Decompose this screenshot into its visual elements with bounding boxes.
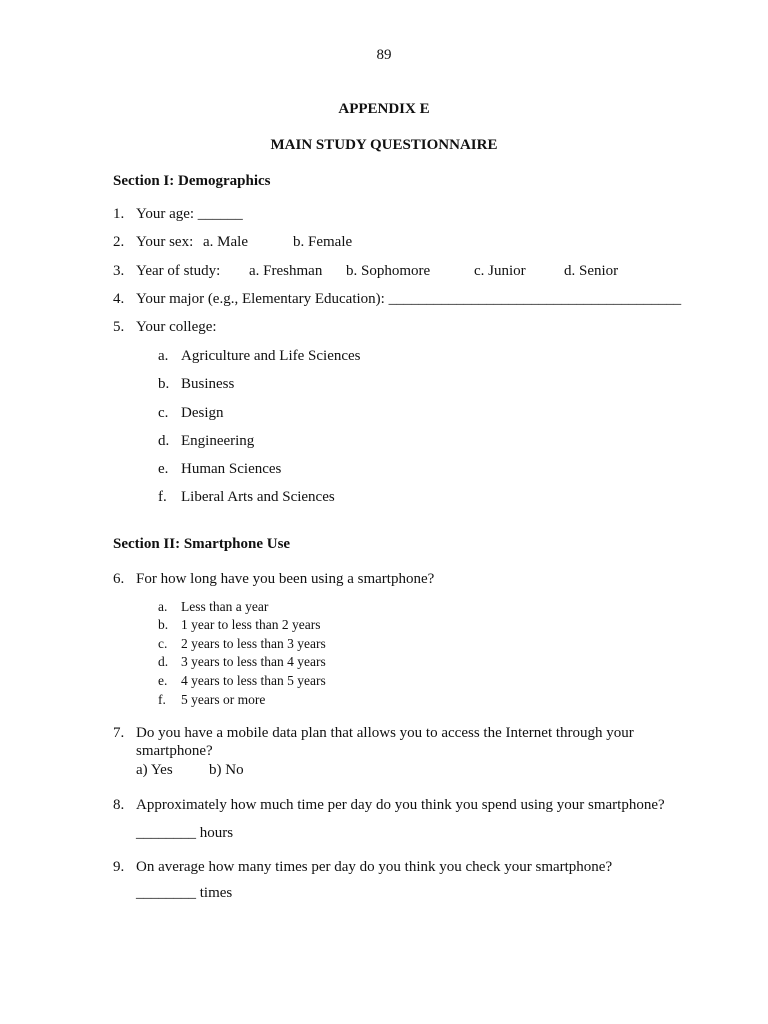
section2-heading: Section II: Smartphone Use	[113, 536, 291, 552]
option-letter: d.	[158, 654, 169, 669]
question-number: 3.	[113, 263, 125, 279]
option-letter: f.	[158, 489, 167, 505]
option-text: 4 years to less than 5 years	[181, 673, 326, 688]
option-letter: c.	[158, 405, 169, 421]
question-text: On average how many times per day do you think you check your smartphone?	[136, 859, 613, 875]
option-text: Liberal Arts and Sciences	[181, 489, 335, 505]
question-number: 2.	[113, 234, 125, 250]
option-letter: a.	[158, 348, 169, 364]
question-number: 1.	[113, 206, 125, 222]
option-text: 5 years or more	[181, 692, 266, 707]
option-text: Less than a year	[181, 599, 269, 614]
option-text: Business	[181, 376, 235, 392]
option-male: a. Male	[203, 234, 248, 250]
option-letter: e.	[158, 461, 169, 477]
question-number: 8.	[113, 797, 125, 813]
question-number: 5.	[113, 319, 125, 335]
option-letter: b.	[158, 617, 169, 632]
section1-heading: Section I: Demographics	[113, 173, 271, 189]
option-text: Design	[181, 405, 224, 421]
question-number: 6.	[113, 571, 125, 587]
question-number: 9.	[113, 859, 125, 875]
question-text-line1: Do you have a mobile data plan that allows you to access the Internet through your	[136, 725, 634, 741]
appendix-title: APPENDIX E	[338, 101, 430, 117]
option-letter: b.	[158, 376, 170, 392]
questionnaire-title: MAIN STUDY QUESTIONNAIRE	[270, 137, 498, 153]
option-letter: a.	[158, 599, 168, 614]
option-text: 2 years to less than 3 years	[181, 636, 326, 651]
question-number: 7.	[113, 725, 125, 741]
question-text: Your major (e.g., Elementary Education): _______________________________________	[136, 291, 682, 307]
option-text: 3 years to less than 4 years	[181, 654, 326, 669]
option-letter: c.	[158, 636, 168, 651]
answer-times: ________ times	[136, 885, 233, 901]
option-no: b) No	[209, 762, 244, 778]
option-letter: f.	[158, 692, 166, 707]
option-text: Engineering	[181, 433, 255, 449]
question-text: Your college:	[136, 319, 217, 335]
question-number: 4.	[113, 291, 125, 307]
answer-hours: ________ hours	[136, 825, 234, 841]
option-letter: d.	[158, 433, 170, 449]
option-junior: c. Junior	[474, 263, 526, 279]
question-text-line2: smartphone?	[136, 743, 213, 759]
option-yes: a) Yes	[136, 762, 173, 778]
question-text: For how long have you been using a smartphone?	[136, 571, 435, 587]
option-text: Human Sciences	[181, 461, 282, 477]
option-freshman: a. Freshman	[249, 263, 323, 279]
option-text: Agriculture and Life Sciences	[181, 348, 361, 364]
option-letter: e.	[158, 673, 168, 688]
page-number: 89	[376, 47, 392, 63]
option-senior: d. Senior	[564, 263, 619, 279]
question-text: Year of study:	[136, 263, 221, 279]
option-female: b. Female	[293, 234, 353, 250]
question-text: Your sex:	[136, 234, 194, 250]
option-text: 1 year to less than 2 years	[181, 617, 321, 632]
question-text: Your age: ______	[136, 206, 243, 222]
question-text: Approximately how much time per day do you think you spend using your smartphone?	[136, 797, 665, 813]
option-sophomore: b. Sophomore	[346, 263, 431, 279]
